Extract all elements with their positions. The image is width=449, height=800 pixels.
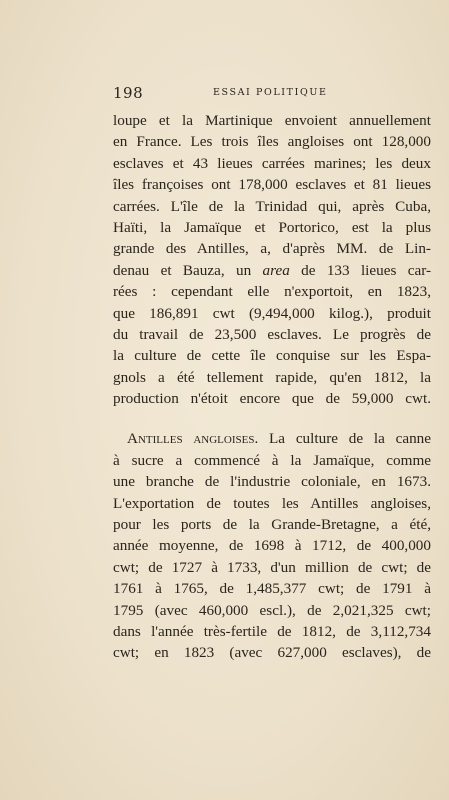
section-title: Antilles angloises. [127,430,259,448]
paragraph-2 [113,428,431,663]
text-line: gnols a été tellement rapide, qu'en 1812, la [113,368,431,386]
text-line: que 186,891 cwt (9,494,000 kilog.), produit [113,304,431,322]
text-line: 1795 (avec 460,000 escl.), de 2,021,325 cwt; [113,601,431,619]
running-head: ESSAI POLITIQUE [213,87,328,98]
text-line: îles françoises ont 178,000 esclaves et 81 lieues [113,176,431,194]
text-fragment: denau et Bauza, un [113,261,252,279]
text-line: en France. Les trois îles angloises ont 128,000 [113,133,431,151]
text-line: loupe et la Martinique envoient annuellement [113,112,431,129]
text-line: du travail de 23,500 esclaves. Le progrès de [113,325,431,343]
paragraph-1 [113,110,431,409]
text-line: cwt; de 1727 à 1733, d'un million de cwt; de [113,558,431,576]
text-line: dans l'année très-fertile de 1812, de 3,112,734 [113,622,431,640]
page-number: 198 [113,84,144,102]
text-line: L'exportation de toutes les Antilles angloises, [113,494,431,512]
text-fragment: La culture de la canne [269,430,431,448]
text-line: Haïti, la Jamaïque et Portorico, est la plus [113,218,431,236]
text-line: grande des Antilles, a, d'après MM. de Lin- [113,240,431,258]
text-line: cwt; en 1823 (avec 627,000 esclaves), de [113,644,431,662]
text-line: 1761 à 1765, de 1,485,377 cwt; de 1791 à [113,580,431,598]
text-line: à sucre a commencé à la Jamaïque, comme [113,451,431,469]
text-line: production n'étoit encore que de 59,000 cwt. [113,390,431,408]
text-line: année moyenne, de 1698 à 1712, de 400,000 [113,537,431,555]
italic-word: area [262,261,290,279]
text-fragment: de 133 lieues car- [301,261,431,279]
text-line: la culture de cette île conquise sur les Espa- [113,347,431,365]
text-line: pour les ports de la Grande-Bretagne, a été, [113,516,431,534]
text-line: une branche de l'industrie coloniale, en 1673. [113,473,431,491]
text-line [113,428,431,449]
text-line: esclaves et 43 lieues carrées marines; les deux [113,154,431,172]
text-line: rées : cependant elle n'exportoit, en 1823, [113,283,431,301]
text-line [113,260,431,281]
text-block [113,84,431,664]
paragraph-gap [113,409,431,428]
text-line: carrées. L'île de la Trinidad qui, après Cuba, [113,197,431,215]
page-header [113,84,431,106]
